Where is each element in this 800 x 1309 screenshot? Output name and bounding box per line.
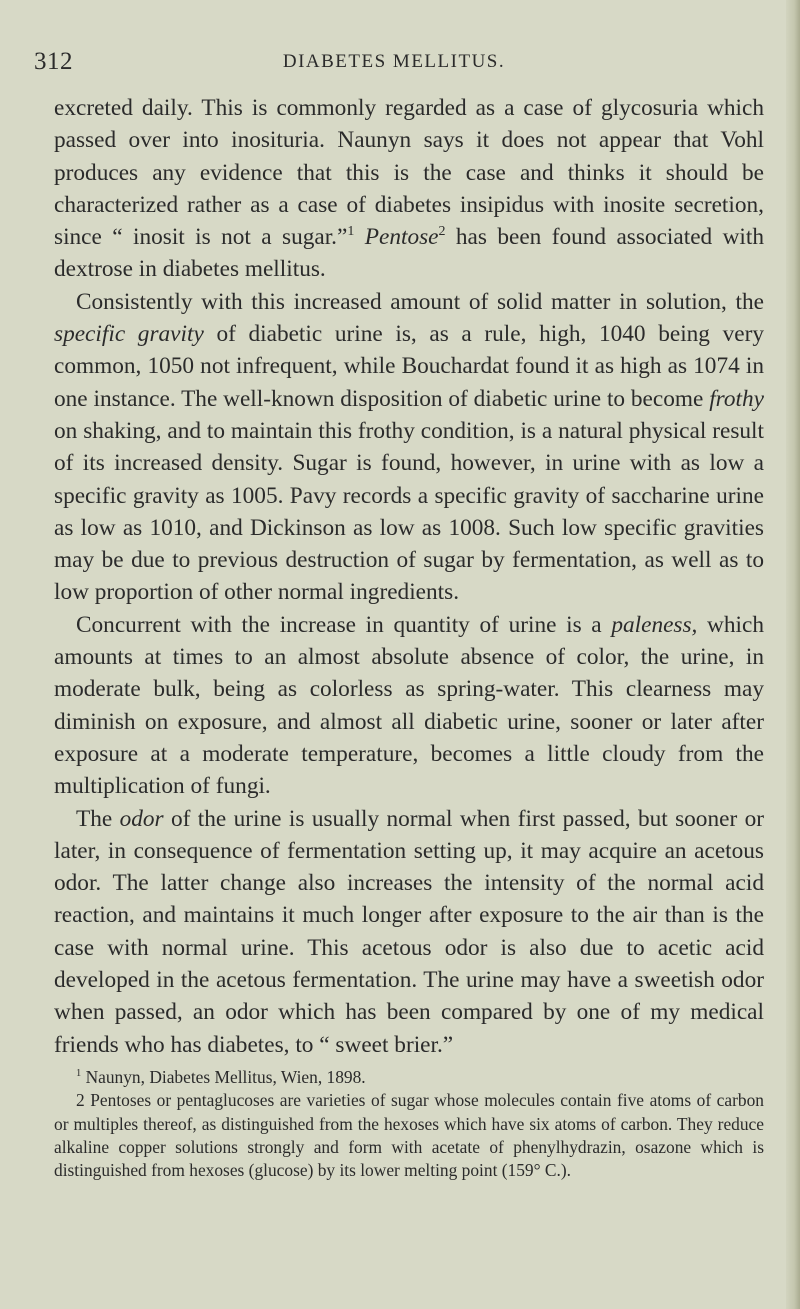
page-number: 312 [34,48,73,75]
paragraph-1-space [354,224,364,250]
paragraph-1-text-a: excreted daily. This is commonly regarded as a case of glycosuria which passed over into inosituria. Naunyn says it does not appear that Vohl produces any evidence that this is the case and thinks it should be characterized rather as a case of diabetes insipidus with inosite secretion, since “ inosit is not a sugar.” [54,95,764,251]
paragraph-3-text-b: which amounts at times to an almost absolute absence of color, the urine, in moderate bulk, being as colorless as spring-water. This clearness may diminish on exposure, and almost all diabetic urine, sooner or later after exposure at a moderate temperature, becomes a little cloudy from the multiplication of fungi. [54,611,764,800]
footnotes [54,1066,764,1182]
page-edge [786,0,800,1309]
footnote-ref-2: 2 [438,224,446,240]
term-odor: odor [119,805,164,832]
paragraph-4 [54,803,764,1061]
footnote-ref-1: 1 [347,224,355,240]
page-header [34,48,754,78]
footnote-2 [54,1089,764,1182]
paragraph-3-text-a: Concurrent with the increase in quantity of urine is a [76,611,612,638]
footnote-1 [54,1066,764,1089]
paragraph-2 [54,286,764,609]
paragraph-2-text-c: on shaking, and to maintain this frothy condition, is a natural physical result of its increased density. Sugar is found, however, in urine with as low a specific gravity as 1005. Pavy records a specific gravity of saccharine urine as low as 1010, and Dickinson as low as 1008. Such low specific gravities may be due to previous destruction of sugar by fermentation, as well as to low proportion of other normal ingredients. [54,417,764,606]
footnote-1-marker: 1 [76,1068,82,1080]
paragraph-2-text-a: Consistently with this increased amount of solid matter in solution, the [76,288,764,315]
footnote-2-marker: 2 [76,1090,85,1111]
paragraph-2-text-b: of diabetic urine is, as a rule, high, 1040 being very common, 1050 not infrequent, while Bouchardat found it as high as 1074 in one instance. The well-known disposition of diabetic urine to become [54,321,764,412]
term-pentose: Pentose [364,224,439,251]
paragraph-1-text-c: has been found associated with dextrose in diabetes mellitus. [54,224,764,283]
paragraph-1 [54,92,764,286]
footnote-1-text: Naunyn, Diabetes Mellitus, Wien, 1898. [81,1067,366,1087]
footnote-2-text: Pentoses or pentaglucoses are varieties of sugar whose molecules contain five atoms of carbon or multiples thereof, as distinguished from the hexoses which have six atoms of carbon. They reduce alkaline copper solutions strongly and form with acetate of phenylhydrazin, osazone which is distinguished from hexoses (glucose) by its lower melting point (159° C.). [54,1090,764,1181]
paragraph-4-text-a: The [76,805,120,832]
paragraph-4-text-b: of the urine is usually normal when first passed, but sooner or later, in consequence of fermentation setting up, it may acquire an acetous odor. The latter change also increases the intensity of the normal acid reaction, and maintains it much longer after exposure to the air than is the case with normal urine. This acetous odor is also due to acetic acid developed in the acetous fermentation. The urine may have a sweetish odor when passed, an odor which has been compared by one of my medical friends who has diabetes, to “ sweet brier.” [54,805,764,1058]
term-frothy: frothy [709,385,764,412]
paragraph-3 [54,609,764,803]
term-specific-gravity: specific gravity [54,321,204,348]
term-paleness: paleness, [611,611,698,638]
body-text [54,92,764,1061]
running-title: DIABETES MELLITUS. [282,51,506,72]
